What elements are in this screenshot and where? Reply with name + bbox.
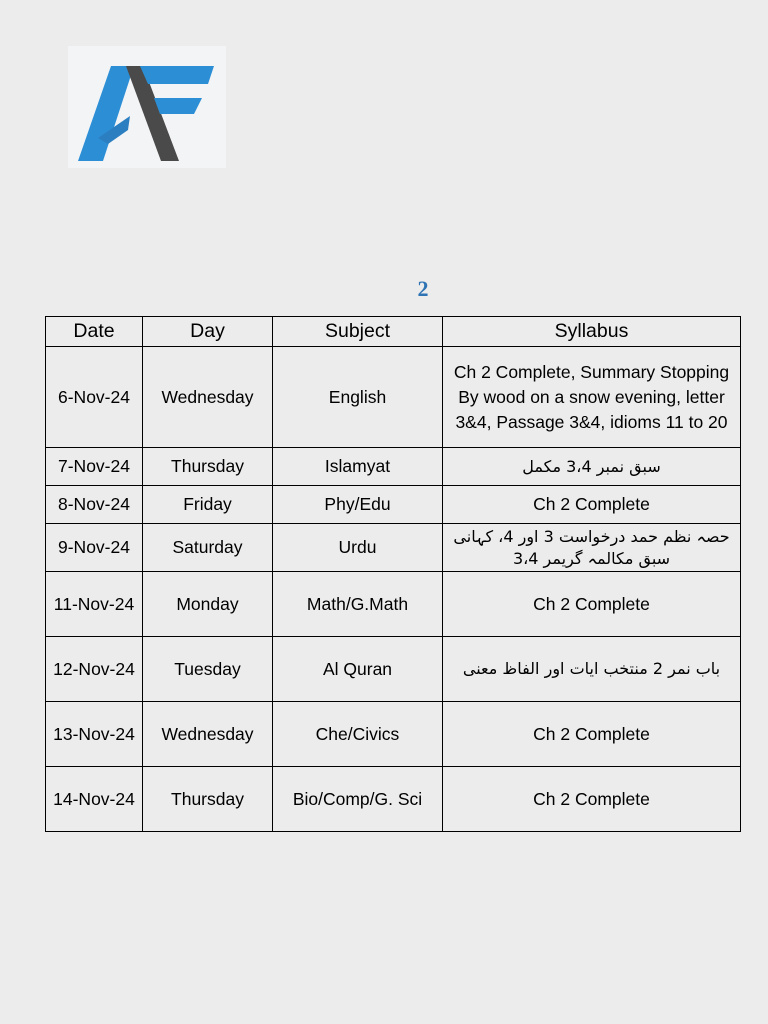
subject-cell: English — [273, 347, 443, 448]
syllabus-cell: Ch 2 Complete — [443, 767, 741, 832]
table-row — [46, 702, 741, 767]
day-cell: Tuesday — [143, 637, 273, 702]
header-subject: Subject — [273, 317, 443, 347]
table-row — [46, 486, 741, 524]
syllabus-cell: Ch 2 Complete, Summary Stopping By wood on a snow evening, letter 3&4, Passage 3&4, idioms 11 to 20 — [443, 347, 741, 448]
subject-cell: Islamyat — [273, 448, 443, 486]
syllabus-cell: Ch 2 Complete — [443, 702, 741, 767]
subject-cell: Al Quran — [273, 637, 443, 702]
date-cell: 7-Nov-24 — [46, 448, 143, 486]
day-cell: Saturday — [143, 524, 273, 572]
day-cell: Wednesday — [143, 347, 273, 448]
syllabus-cell: Ch 2 Complete — [443, 486, 741, 524]
header-date: Date — [46, 317, 143, 347]
table-row — [46, 767, 741, 832]
table-row — [46, 448, 741, 486]
af-logo — [68, 46, 226, 168]
day-cell: Monday — [143, 572, 273, 637]
syllabus-cell: حصہ نظم حمد درخواست 3 اور 4، کہانی سبق مکالمہ گریمر 3،4 — [443, 524, 741, 572]
day-cell: Thursday — [143, 448, 273, 486]
date-cell: 8-Nov-24 — [46, 486, 143, 524]
syllabus-cell: Ch 2 Complete — [443, 572, 741, 637]
day-cell: Friday — [143, 486, 273, 524]
af-logo-mark — [68, 46, 226, 168]
date-cell: 12-Nov-24 — [46, 637, 143, 702]
day-cell: Wednesday — [143, 702, 273, 767]
subject-cell: Urdu — [273, 524, 443, 572]
table-row — [46, 524, 741, 572]
table-row — [46, 347, 741, 448]
subject-cell: Math/G.Math — [273, 572, 443, 637]
date-cell: 6-Nov-24 — [46, 347, 143, 448]
header-row — [46, 317, 741, 347]
day-cell: Thursday — [143, 767, 273, 832]
page-number: 2 — [417, 276, 429, 301]
date-cell: 14-Nov-24 — [46, 767, 143, 832]
header-syllabus: Syllabus — [443, 317, 741, 347]
syllabus-cell: باب نمر 2 منتخب ایات اور الفاظ معنی — [443, 637, 741, 702]
date-cell: 11-Nov-24 — [46, 572, 143, 637]
syllabus-cell: سبق نمبر 3،4 مکمل — [443, 448, 741, 486]
date-cell: 13-Nov-24 — [46, 702, 143, 767]
subject-cell: Phy/Edu — [273, 486, 443, 524]
exam-schedule-table — [45, 316, 741, 832]
subject-cell: Che/Civics — [273, 702, 443, 767]
table-row — [46, 572, 741, 637]
subject-cell: Bio/Comp/G. Sci — [273, 767, 443, 832]
table-row — [46, 637, 741, 702]
header-day: Day — [143, 317, 273, 347]
date-cell: 9-Nov-24 — [46, 524, 143, 572]
